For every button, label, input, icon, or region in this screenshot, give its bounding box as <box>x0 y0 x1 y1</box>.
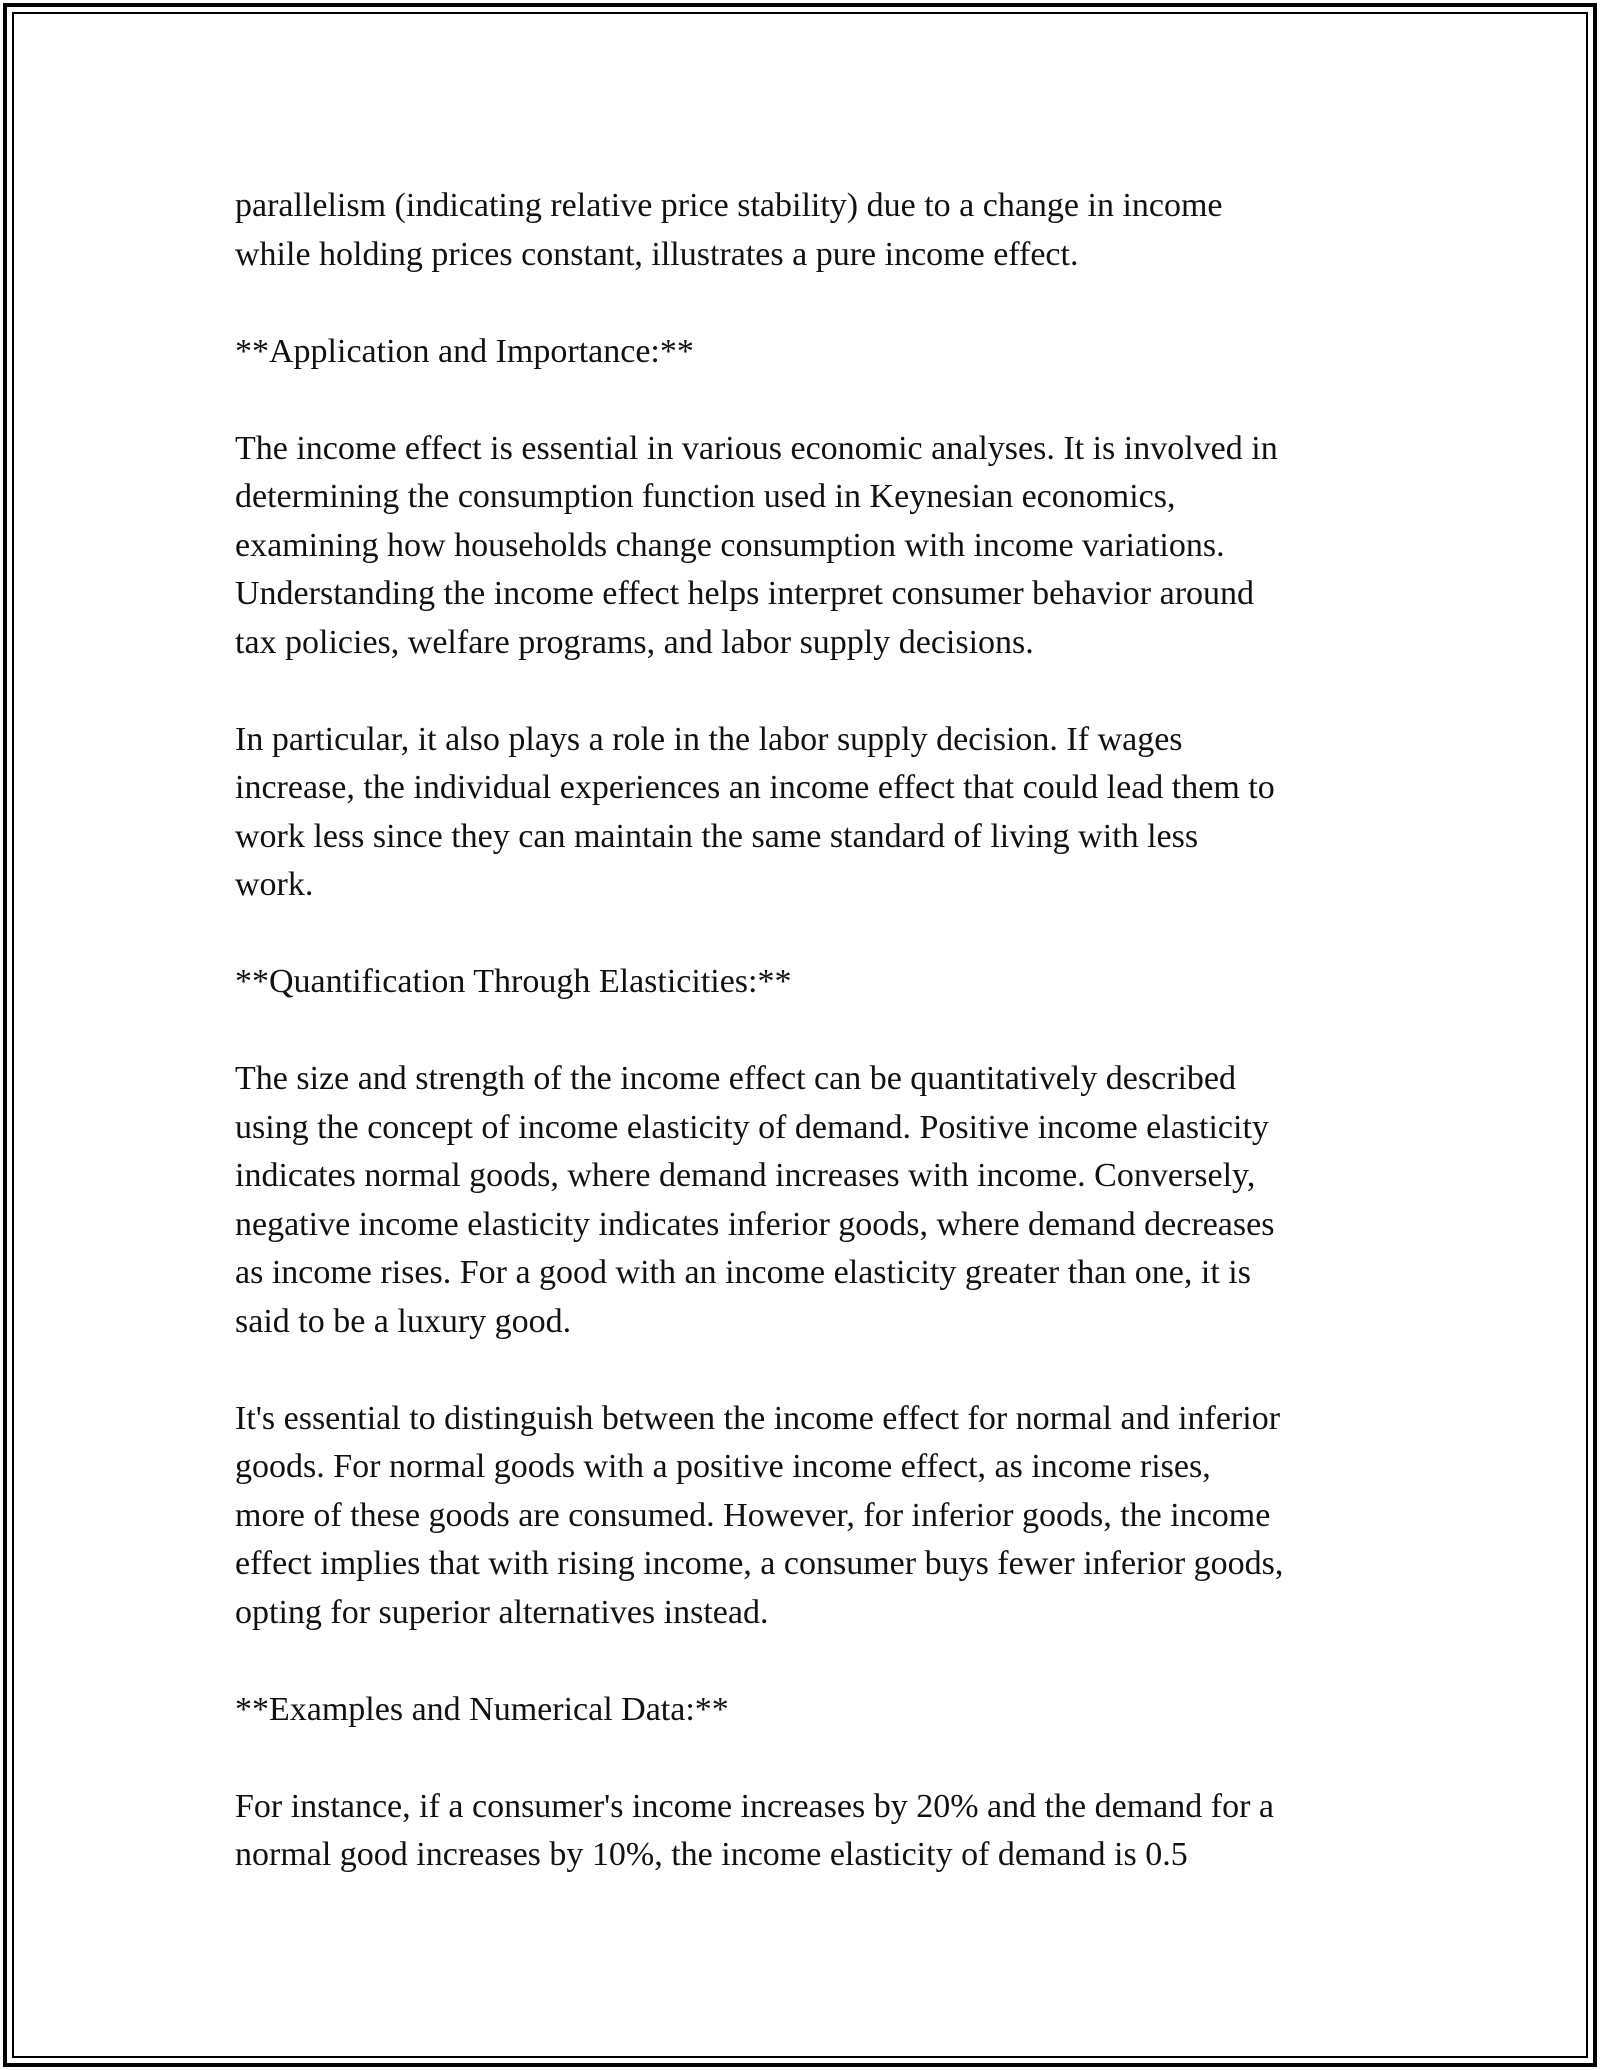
heading-application-importance: **Application and Importance:** <box>235 332 694 370</box>
document-body <box>235 182 1385 1880</box>
paragraph-example-calculation: For instance, if a consumer's income increases by 20% and the demand for a normal good increases by 10%, the income elasticity of demand is 0.5 <box>235 1787 1275 1873</box>
paragraph-normal-inferior-goods: It's essential to distinguish between the income effect for normal and inferior goods. For normal goods with a positive income effect, as income rises, more of these goods are consumed. However, for inferior goods, the income effect implies that with rising income, a consumer buys fewer inferior goods, opting for superior alternatives instead. <box>235 1399 1284 1631</box>
paragraph-income-effect-intro: parallelism (indicating relative price stability) due to a change in income while holding prices constant, illustrates a pure income effect. <box>235 187 1223 273</box>
paragraph-labor-supply: In particular, it also plays a role in the labor supply decision. If wages increase, the individual experiences an income effect that could lead them to work less since they can maintain the same standard of living with less work. <box>235 720 1275 903</box>
heading-quantification-elasticities: **Quantification Through Elasticities:** <box>235 963 792 1000</box>
paragraph-economic-analyses: The income effect is essential in various economic analyses. It is involved in determining the consumption function used in Keynesian economics, examining how households change consumption with income variations. Understanding the income effect helps interpret consumer behavior around tax policies, welfare programs, and labor supply decisions. <box>235 429 1278 661</box>
heading-examples-numerical-data: **Examples and Numerical Data:** <box>235 1690 729 1728</box>
paragraph-income-elasticity: The size and strength of the income effect can be quantitatively described using the concept of income elasticity of demand. Positive income elasticity indicates normal goods, where demand increases with income. Conversely, negative income elasticity indicates inferior goods, where demand decreases as income rises. For a good with an income elasticity greater than one, it is said to be a luxury good. <box>235 1060 1275 1340</box>
